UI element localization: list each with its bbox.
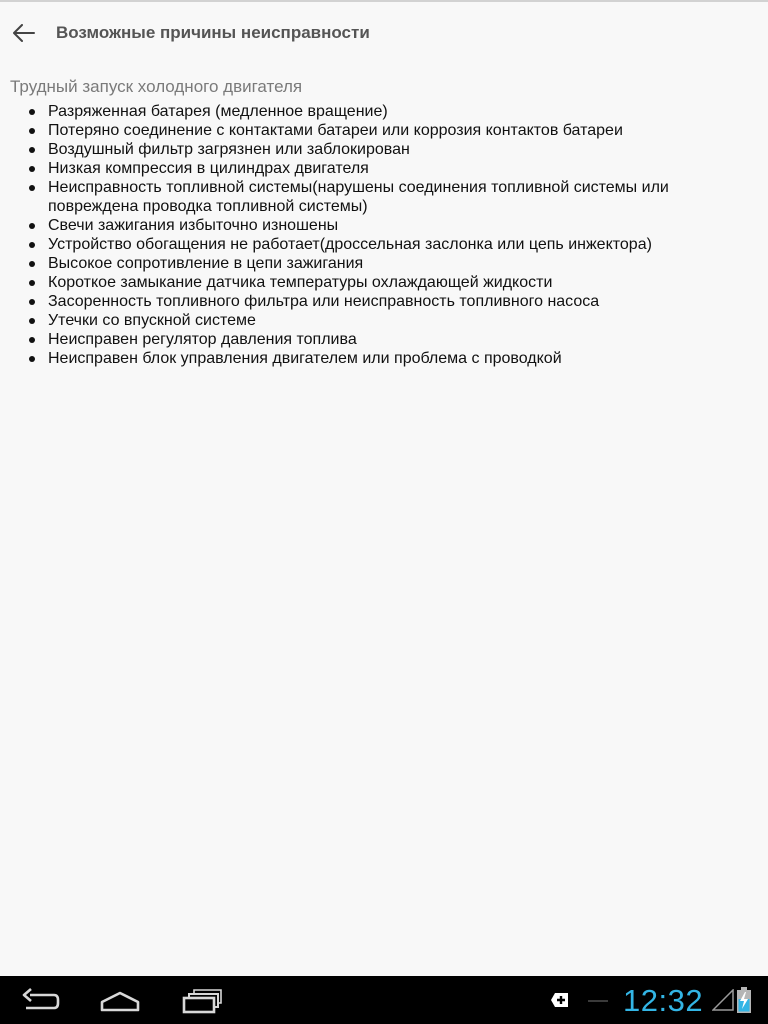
list-item [48, 292, 698, 311]
recent-apps-icon [180, 982, 224, 1018]
battery-charging-icon [737, 987, 751, 1013]
bullet-icon [29, 356, 35, 362]
bullet-icon [29, 109, 35, 115]
clock[interactable]: 12:32 [623, 983, 704, 1018]
list-item [48, 254, 698, 273]
bullet-icon [29, 299, 35, 305]
list-item-text: Утечки со впускной системе [48, 312, 256, 329]
home-nav-icon [98, 982, 142, 1018]
list-item-text: Короткое замыкание датчика температуры охлаждающей жидкости [48, 274, 553, 291]
bullet-icon [29, 261, 35, 267]
nav-home-button[interactable] [98, 982, 142, 1018]
list-item-text: Неисправность топливной системы(нарушены соединения топливной системы или повреждена проводка топливной системы) [48, 179, 669, 215]
signal-icon [712, 989, 734, 1011]
list-item-text: Неисправен регулятор давления топлива [48, 331, 357, 348]
list-item [48, 349, 698, 368]
list-item [48, 140, 698, 159]
list-item [48, 121, 698, 140]
system-navigation-bar [0, 976, 768, 1024]
content [0, 76, 768, 368]
list-item-text: Разряженная батарея (медленное вращение) [48, 103, 388, 120]
status-divider [588, 1000, 608, 1002]
arrow-back-icon [13, 24, 35, 42]
action-bar [0, 2, 768, 64]
list-item-text: Потеряно соединение с контактами батареи или коррозия контактов батареи [48, 122, 623, 139]
list-item [48, 311, 698, 330]
list-item-text: Воздушный фильтр загрязнен или заблокирован [48, 141, 410, 158]
section-heading: Трудный запуск холодного двигателя [10, 77, 303, 96]
back-nav-icon [18, 982, 62, 1018]
list-item [48, 178, 698, 216]
list-item-text: Свечи зажигания избыточно изношены [48, 217, 339, 234]
list-item [48, 330, 698, 349]
back-button[interactable] [0, 9, 48, 57]
bullet-icon [29, 223, 35, 229]
list-item [48, 235, 698, 254]
bullet-icon [29, 128, 35, 134]
list-item-text: Высокое сопротивление в цепи зажигания [48, 255, 364, 272]
list-item-text: Засоренность топливного фильтра или неисправность топливного насоса [48, 293, 600, 310]
list-item [48, 102, 698, 121]
list-item [48, 159, 698, 178]
page-title: Возможные причины неисправности [56, 23, 370, 42]
bullet-icon [29, 337, 35, 343]
nav-recent-apps-button[interactable] [180, 982, 224, 1018]
list-item-text: Устройство обогащения не работает(дроссельная заслонка или цепь инжектора) [48, 236, 652, 253]
list-item [48, 273, 698, 292]
bullet-icon [29, 185, 35, 191]
causes-list [0, 102, 768, 368]
bullet-icon [29, 318, 35, 324]
list-item-text: Низкая компрессия в цилиндрах двигателя [48, 160, 369, 177]
list-item-text: Неисправен блок управления двигателем или проблема с проводкой [48, 350, 562, 367]
bullet-icon [29, 166, 35, 172]
bullet-icon [29, 280, 35, 286]
list-item [48, 216, 698, 235]
bullet-icon [29, 147, 35, 153]
notification-icon[interactable] [551, 992, 569, 1008]
nav-back-button[interactable] [18, 982, 62, 1018]
bullet-icon [29, 242, 35, 248]
